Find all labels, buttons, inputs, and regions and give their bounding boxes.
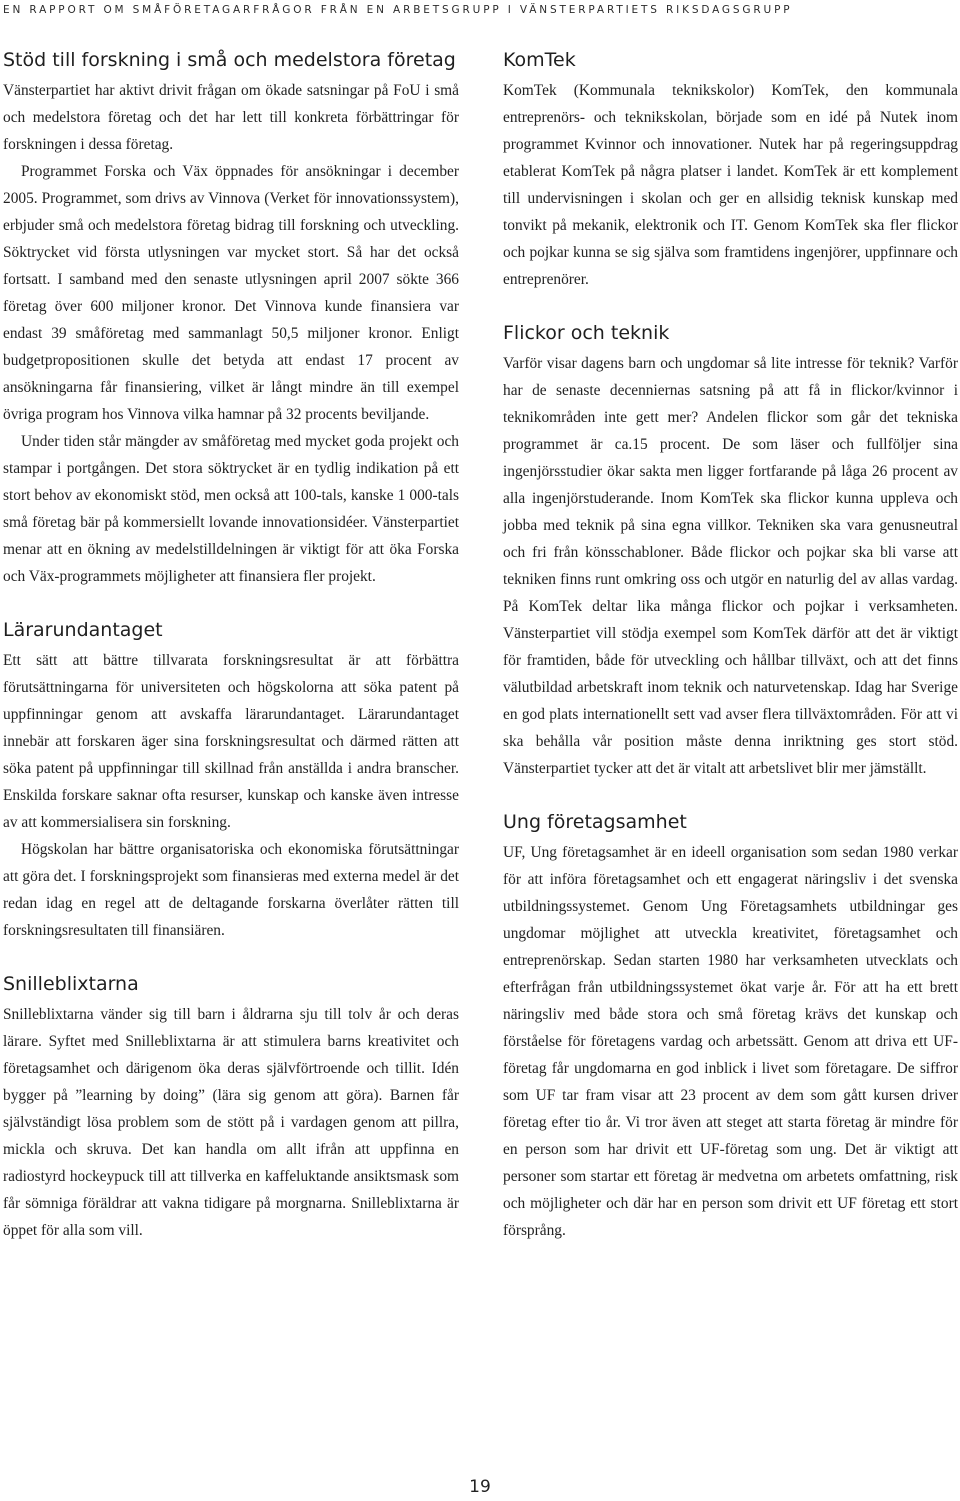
page-number: 19 [469, 1477, 491, 1497]
paragraph: KomTek (Kommunala teknikskolor) KomTek, den kommunala entreprenörs- och teknikskolan, började som en idé på Nutek inom programmet Kvinnor och innovationer. Nutek har på regeringsuppdrag etablerat KomTek på några platser i landet. KomTek är ett komplement till undervisningen i skolan och ger en allsidig teknisk kunskap med tonvikt på mekanik, elektronik och IT. Genom KomTek ska fler flickor och pojkar kunna se sig själva som framtidens ingenjörer, uppfinnare och entreprenörer. [503, 82, 958, 288]
paragraph: Högskolan har bättre organisatoriska och ekonomiska förutsättningar att göra det. I forskningsprojekt som finansieras med externa medel är det redan idag en regel att de deltagande forskarna överlåter rätten till forskningsresultaten till finansiären. [3, 841, 459, 939]
paragraph: UF, Ung företagsamhet är en ideell organisation som sedan 1980 verkar för att införa företagsamhet och ett engagerat näringsliv i det svenska utbildningssystemet. Genom Ung Företagsamhets utbildningar ges ungdomar möjlighet att utveckla kreativitet, företagsamhet och entreprenörskap. Sedan starten 1980 har verksamheten utvecklats och efterfrågan från utbildningssystemet ökat varje år. För att ha ett brett näringsliv med både stora och små företag krävs det kunskap och förståelse för företagens vardag och arbetssätt. Genom att driva ett UF-företag får ungdomarna en god inblick i livet som företagare. De siffror som UF tar fram visar att 23 procent av dem som gått kursen driver företag efter tio år. Vi tror även att steget att starta företag är mindre för en person som har drivit ett UF-företag som ung. Det är viktigt att personer som startar ett företag är medvetna om arbetets omfattning, risk och möjligheter och där har en person som drivit ett UF företag ett stort försprång. [503, 844, 958, 1239]
right-column [503, 46, 958, 1244]
paragraph: Snilleblixtarna vänder sig till barn i åldrarna sju till tolv år och deras lärare. Syftet med Snilleblixtarna är att stimulera barns kreativitet och företagsamhet och därigenom öka deras självförtroende och tillit. Idén bygger på ”learning by doing” (lära sig genom att göra). Barnen får självständigt lösa problem som de stött på i vardagen genom att pillra, mickla och skruva. Det kan handla om allt ifrån att uppfinna en radiostyrd hockeypuck till att tillverka en kaffeluktande ansiktsmask som får sömniga föräldrar att vakna tidigare på morgnarna. Snilleblixtarna är öppet för alla som vill. [3, 1006, 459, 1239]
paragraph: Vänsterpartiet har aktivt drivit frågan om ökade satsningar på FoU i små och medelstora företag och det har lett till konkreta förbättringar för forskningen i dessa företag. [3, 82, 459, 153]
section-heading-forskning: Stöd till forskning i små och medelstora företag [3, 49, 456, 71]
paragraph: Under tiden står mängder av småföretag med mycket goda projekt och stampar i portgången. Det stora söktrycket är en tydlig indikation på ett stort behov av ekonomiskt stöd, men också att 100-tals, kanske 1 000-tals små företag bär på kommersiellt lovande innovationsidéer. Vänsterpartiet menar att en ökning av medelstilldelningen är viktigt för att öka Forska och Väx-programmets möjligheter att finansiera fler projekt. [3, 433, 459, 585]
left-column [3, 46, 459, 1244]
running-header: EN RAPPORT OM SMÅFÖRETAGARFRÅGOR FRÅN EN ARBETSGRUPP I VÄNSTERPARTIETS RIKSDAGSGRUPP [3, 4, 793, 16]
section-heading-snilleblixtarna: Snilleblixtarna [3, 973, 139, 995]
section-heading-flickor-och-teknik: Flickor och teknik [503, 322, 670, 344]
section-heading-lararundantaget: Lärarundantaget [3, 619, 163, 641]
paragraph: Programmet Forska och Väx öppnades för ansökningar i december 2005. Programmet, som drivs av Vinnova (Verket för innovationssystem), erbjuder små och medelstora företag bidrag till forskning och utveckling. Söktrycket vid första utlysningen var mycket stort. Så har det också fortsatt. I samband med den senaste utlysningen april 2007 sökte 366 företag över 600 miljoner kronor. Det Vinnova kunde finansiera var endast 39 småföretag med sammanlagt 50,5 miljoner kronor. Enligt budgetpropositionen skulle det betyda att endast 17 procent av ansökningarna får finansiering, vilket är långt mindre än till exempel övriga program hos Vinnova vilka hamnar på 32 procents beviljande. [3, 163, 459, 423]
section-heading-ung-foretagsamhet: Ung företagsamhet [503, 811, 687, 833]
section-heading-komtek: KomTek [503, 49, 576, 71]
paragraph: Ett sätt att bättre tillvarata forskningsresultat är att förbättra förutsättningarna för universiteten och högskolorna att söka patent på uppfinningar genom att avskaffa lärarundantaget. Lärarundantaget innebär att forskaren äger sina forskningsresultat och därmed rätten att söka patent på uppfinningar till skillnad från anställda i andra branscher. Enskilda forskare saknar ofta resurser, kunskap och kanske även intresse av att kommersialisera sin forskning. [3, 652, 459, 831]
paragraph: Varför visar dagens barn och ungdomar så lite intresse för teknik? Varför har de senaste decenniernas satsning på att få in flickor/kvinnor i teknikområden inte gett mer? Andelen flickor som går det tekniska programmet är ca.15 procent. De som läser och fullföljer sina ingenjörsstudier ökar sakta men ligger fortfarande på låga 26 procent av alla ingenjörstuderande. Inom KomTek ska flickor kunna uppleva och jobba med teknik på sina egna villkor. Tekniken ska vara genusneutral och fri från könsschabloner. Både flickor och pojkar ska bli varse att tekniken finns runt omkring oss och utgör en naturlig del av allas vardag. På KomTek deltar lika många flickor och pojkar i verksamheten. Vänsterpartiet vill stödja exempel som KomTek därför att det är viktigt för framtiden, både för utveckling och hållbar tillväxt, och att det finns välutbildad arbetskraft inom teknik och naturvetenskap. Idag har Sverige en god plats internationellt sett vad avser flera tillväxtområden. För att vi ska behålla vår position måste denna inriktning ges stort stöd. Vänsterpartiet tycker att det är vitalt att arbetslivet blir mer jämställt. [503, 355, 958, 777]
